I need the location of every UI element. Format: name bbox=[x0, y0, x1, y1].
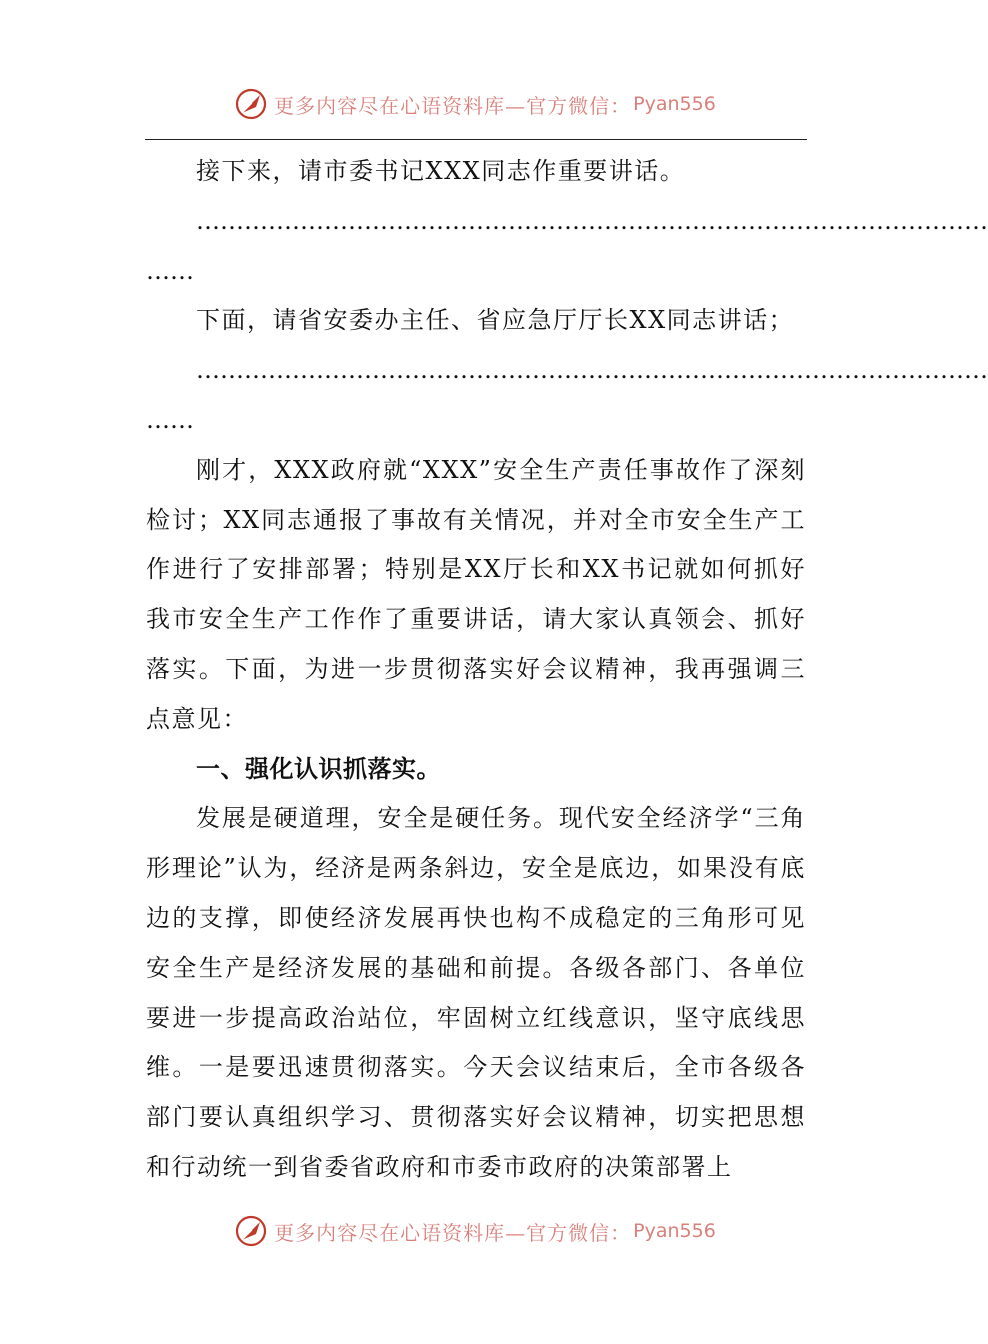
ellipsis-line: …… bbox=[146, 405, 194, 434]
watermark-banner-bottom bbox=[0, 1211, 950, 1251]
paragraph: 下面，请省安委办主任、省应急厅厅长XX同志讲话； bbox=[196, 306, 795, 335]
watermark-code: Pyan556 bbox=[633, 93, 716, 115]
section-heading: 一、强化认识抓落实。 bbox=[196, 754, 441, 783]
ellipsis-line: ……………………………………………………………………………………… bbox=[196, 356, 988, 385]
watermark-text: 更多内容尽在心语资料库—官方微信： bbox=[274, 1220, 632, 1245]
quill-logo-icon bbox=[234, 1214, 268, 1248]
ellipsis-line: ……………………………………………………………………………………… bbox=[196, 206, 988, 235]
watermark-code: Pyan556 bbox=[633, 1220, 716, 1242]
paragraph: 接下来，请市委书记XXX同志作重要讲话。 bbox=[196, 157, 686, 185]
quill-logo-icon bbox=[234, 87, 268, 121]
header-rule bbox=[145, 139, 807, 140]
document-body bbox=[146, 147, 988, 1193]
watermark-banner-top bbox=[0, 84, 950, 124]
watermark-text: 更多内容尽在心语资料库—官方微信： bbox=[274, 93, 632, 118]
ellipsis-line: …… bbox=[146, 256, 194, 285]
paragraph: 发展是硬道理，安全是硬任务。现代安全经济学“三角形理论”认为，经济是两条斜边，安全是底边，如果没有底边的支撑，即使经济发展再快也构不成稳定的三角形可见安全生产是经济发展的基础和前提。各级各部门、各单位要进一步提高政治站位，牢固树立红线意识，坚守底线思维。一是要迅速贯彻落实。今天会议结束后，全市各级各部门要认真组织学习、贯彻落实好会议精神，切实把思想和行动统一到省委省政府和市委市政府的决策部署上 bbox=[146, 804, 806, 1181]
paragraph: 刚才，XXX政府就“XXX”安全生产责任事故作了深刻检讨；XX同志通报了事故有关情况，并对全市安全生产工作进行了安排部署；特别是XX厅长和XX书记就如何抓好我市安全生产工作作了重要讲话，请大家认真领会、抓好落实。下面，为进一步贯彻落实好会议精神，我再强调三点意见： bbox=[146, 455, 806, 733]
